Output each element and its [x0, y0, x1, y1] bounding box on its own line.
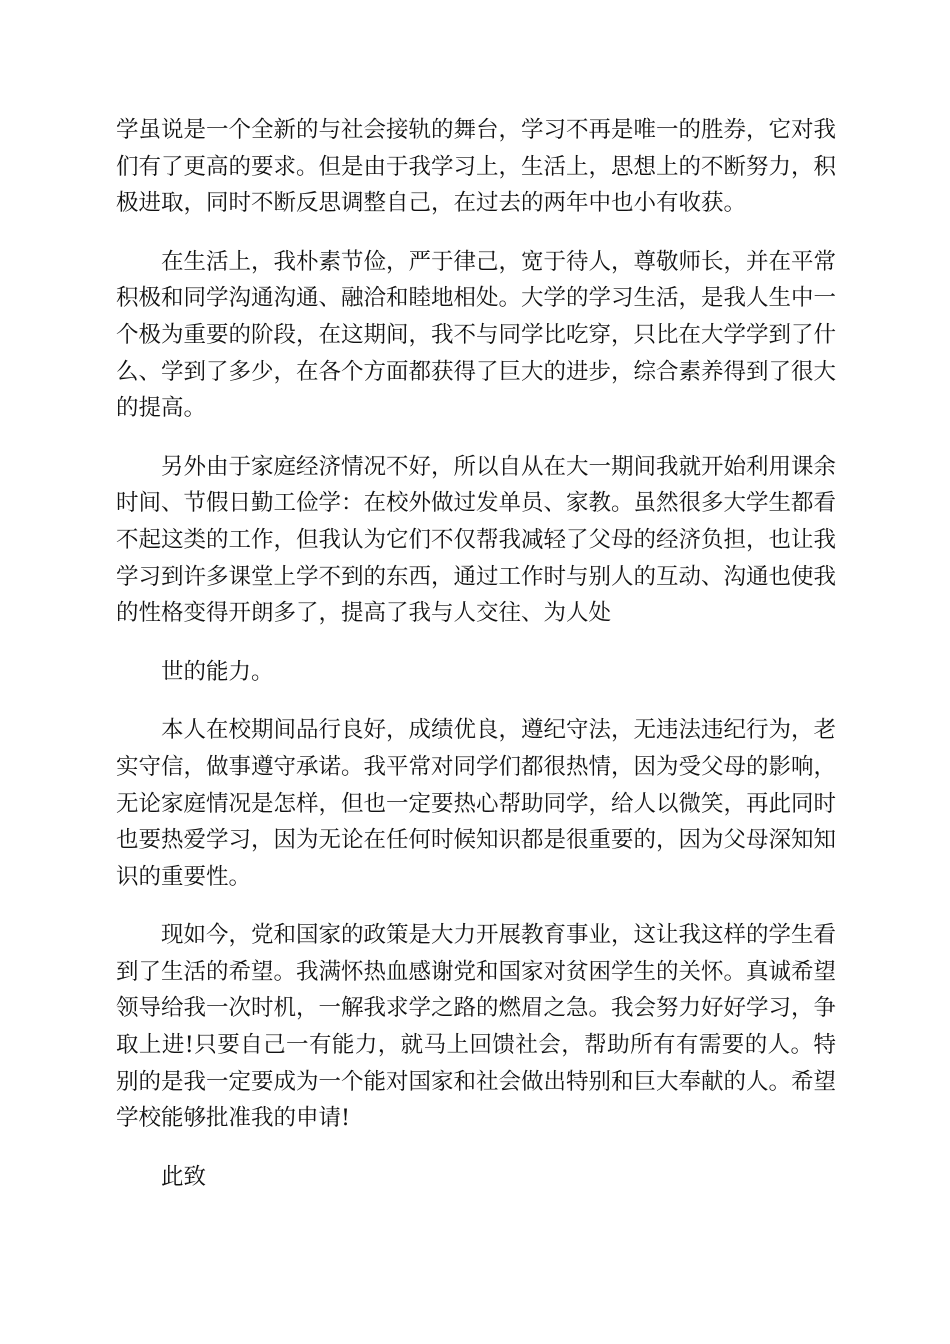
document-body	[116, 112, 836, 1195]
paragraph-daily-life: 在生活上，我朴素节俭，严于律己，宽于待人，尊敬师长，并在平常积极和同学沟通沟通、融洽和睦地相处。大学的学习生活，是我人生中一个极为重要的阶段，在这期间，我不与同学比吃穿，只比在大学学到了什么、学到了多少，在各个方面都获得了巨大的进步，综合素养得到了很大的提高。	[116, 248, 837, 422]
closing-salutation: 此致	[161, 1163, 207, 1190]
paragraph-work-study: 另外由于家庭经济情况不好，所以自从在大一期间我就开始利用课余时间、节假日勤工俭学：在校外做过发单员、家教。虽然很多大学生都看不起这类的工作，但我认为它们不仅帮我减轻了父母的经济负担，也让我学习到许多课堂上学不到的东西，通过工作时与别人的互动、沟通也使我的性格变得开朗多了，提高了我与人交往、为人处	[116, 453, 837, 627]
paragraph-ability-fragment: 世的能力。	[161, 658, 274, 685]
paragraph-conduct: 本人在校期间品行良好，成绩优良，遵纪守法，无违法违纪行为，老实守信，做事遵守承诺。我平常对同学们都很热情，因为受父母的影响，无论家庭情况是怎样，但也一定要热心帮助同学，给人以微笑，再此同时也要热爱学习，因为无论在任何时候知识都是很重要的，因为父母深知知识的重要性。	[116, 717, 837, 890]
paragraph-continuation: 学虽说是一个全新的与社会接轨的舞台，学习不再是唯一的胜券，它对我们有了更高的要求。但是由于我学习上，生活上，思想上的不断努力，积极进取，同时不断反思调整自己，在过去的两年中也小有收获。	[116, 117, 837, 217]
paragraph-request: 现如今，党和国家的政策是大力开展教育事业，这让我这样的学生看到了生活的希望。我满怀热血感谢党和国家对贫困学生的关怀。真诚希望领导给我一次时机，一解我求学之路的燃眉之急。我会努力好好学习，争取上进!只要自己一有能力，就马上回馈社会，帮助所有有需要的人。特别的是我一定要成为一个能对国家和社会做出特别和巨大奉献的人。希望学校能够批准我的申请!	[116, 922, 837, 1132]
